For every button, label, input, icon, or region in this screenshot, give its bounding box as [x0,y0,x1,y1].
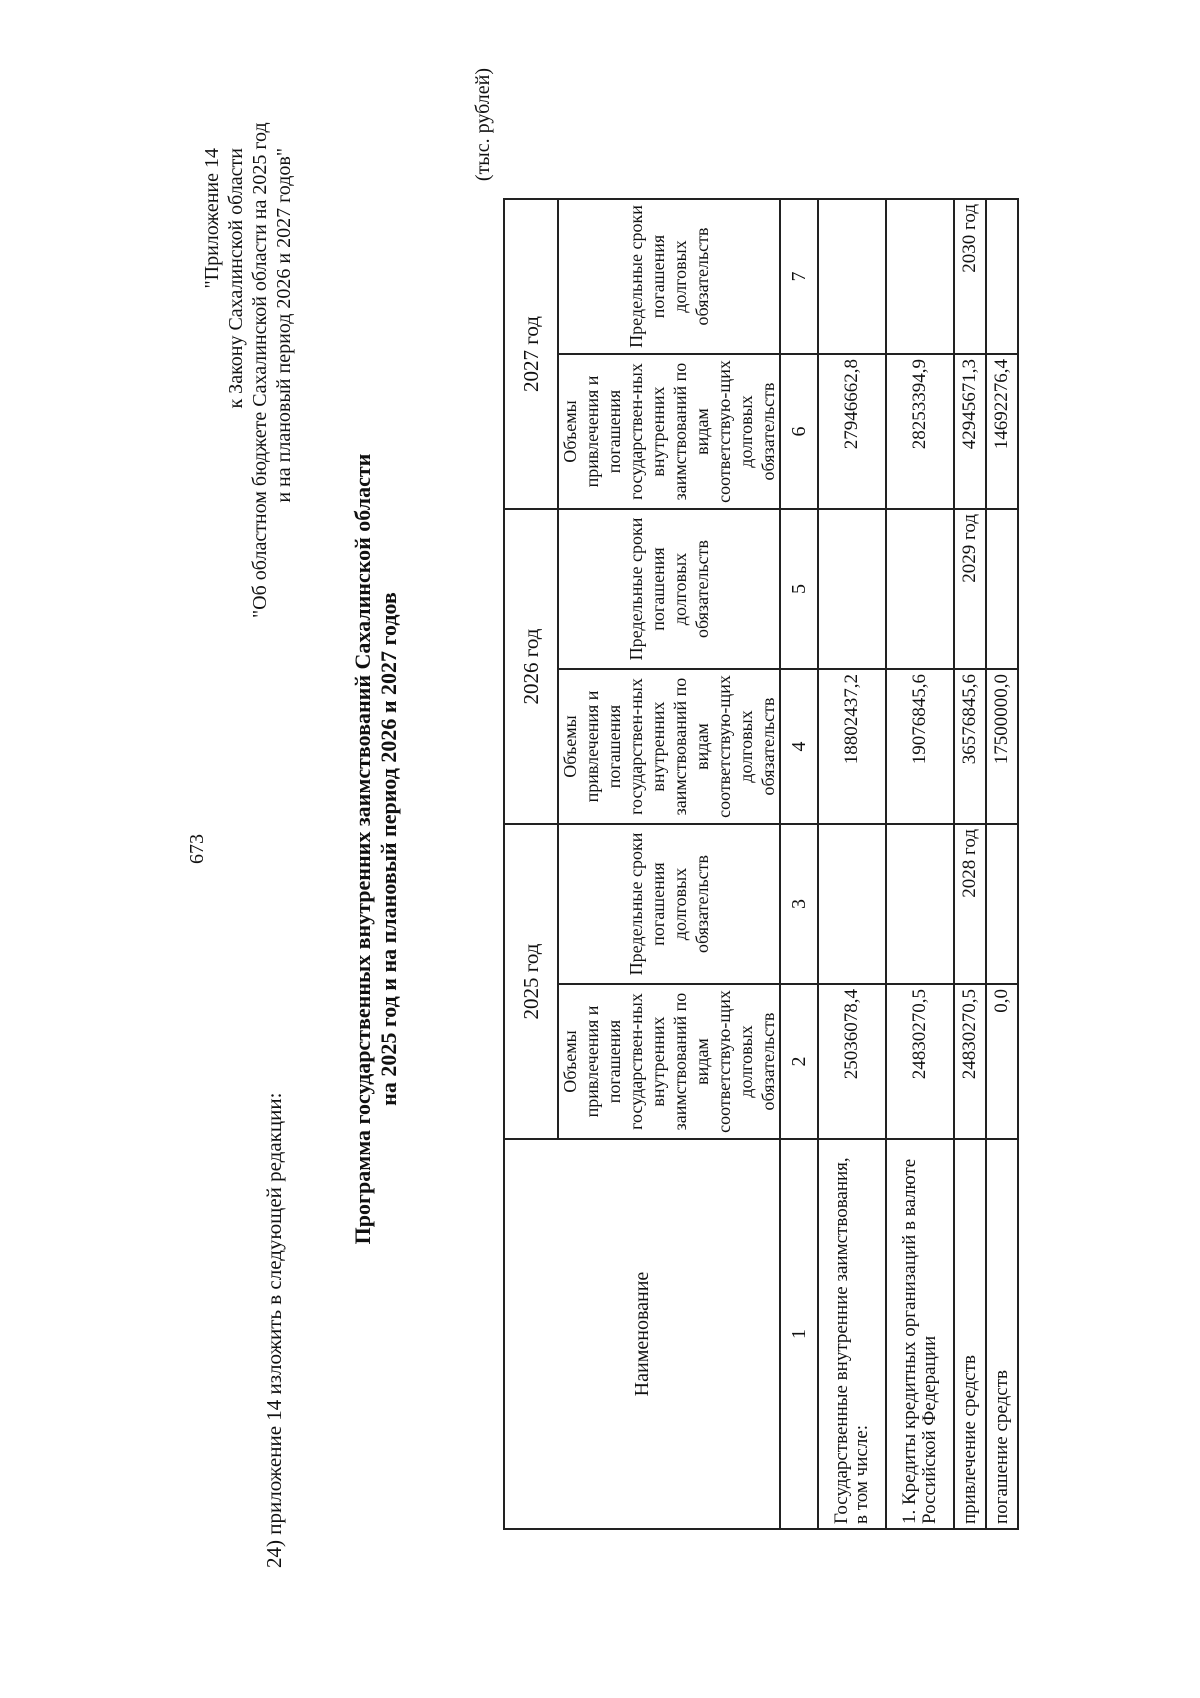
appendix-reference [200,122,296,618]
borrowing-program-table [503,198,1019,1530]
term-header-2026: Предельные сроки погашения долговых обязательств [558,509,780,669]
name-column-header: Наименование [504,1139,780,1529]
title-line-2: на 2025 год и на плановый период 2026 и 2027 годов [376,592,401,1106]
term-2025 [986,824,1018,984]
term-2026 [818,509,886,669]
column-number: 4 [780,669,818,824]
column-number: 2 [780,984,818,1139]
volume-header-2027: Объемы привлечения и погашения государствен-ных внутренних заимствований по видам соответствую-щих долговых обязательств [558,354,780,509]
page-number: 673 [186,834,208,864]
document-title [350,0,402,1698]
volume-2025: 24830270,5 [886,984,954,1139]
column-number: 7 [780,199,818,354]
table-row-bank-loans [886,199,954,1529]
term-2027 [886,199,954,354]
volume-2027: 42945671,3 [954,354,986,509]
column-number: 6 [780,354,818,509]
volume-2026: 36576845,6 [954,669,986,824]
volume-header-2025: Объемы привлечения и погашения государствен-ных внутренних заимствований по видам соответствую-щих долговых обязательств [558,984,780,1139]
term-header-2025: Предельные сроки погашения долговых обязательств [558,824,780,984]
term-2026 [886,509,954,669]
column-number: 1 [780,1139,818,1529]
instruction-text: 24) приложение 14 изложить в следующей редакции: [262,1092,286,1568]
volume-2025: 24830270,5 [954,984,986,1139]
row-label: привлечение средств [954,1139,986,1529]
row-label: Государственные внутренние заимствования, в том числе: [818,1139,886,1529]
volume-header-2026: Объемы привлечения и погашения государствен-ных внутренних заимствований по видам соответствую-щих долговых обязательств [558,669,780,824]
term-2026 [986,509,1018,669]
column-number: 5 [780,509,818,669]
column-number: 3 [780,824,818,984]
table-row-repayment [986,199,1018,1529]
term-2025 [818,824,886,984]
appendix-line: к Закону Сахалинской области [225,148,247,409]
row-label: 1. Кредиты кредитных организаций в валюте Российской Федерации [886,1139,954,1529]
term-2025: 2028 год [954,824,986,984]
volume-2026: 18802437,2 [818,669,886,824]
year-header-2026: 2026 год [504,509,558,824]
year-header-2025: 2025 год [504,824,558,1139]
term-2027: 2030 год [954,199,986,354]
volume-2026: 19076845,6 [886,669,954,824]
volume-2027: 14692276,4 [986,354,1018,509]
volume-2027: 28253394,9 [886,354,954,509]
term-2027 [818,199,886,354]
term-header-2027: Предельные сроки погашения долговых обязательств [558,199,780,354]
volume-2025: 25036078,4 [818,984,886,1139]
term-2027 [986,199,1018,354]
appendix-line: "Об областном бюджете Сахалинской области на 2025 год [249,122,271,618]
units-label: (тыс. рублей) [472,68,494,182]
term-2026: 2029 год [954,509,986,669]
row-label: погашение средств [986,1139,1018,1529]
volume-2025: 0,0 [986,984,1018,1139]
appendix-line: "Приложение 14 [201,148,223,289]
column-number-row [780,199,818,1529]
table-row-total [818,199,886,1529]
title-line-1: Программа государственных внутренних заимствований Сахалинской области [350,453,375,1245]
appendix-line: и на плановый период 2026 и 2027 годов" [273,148,295,503]
volume-2026: 17500000,0 [986,669,1018,824]
volume-2027: 27946662,8 [818,354,886,509]
term-2025 [886,824,954,984]
year-header-2027: 2027 год [504,199,558,509]
table-row-attraction [954,199,986,1529]
